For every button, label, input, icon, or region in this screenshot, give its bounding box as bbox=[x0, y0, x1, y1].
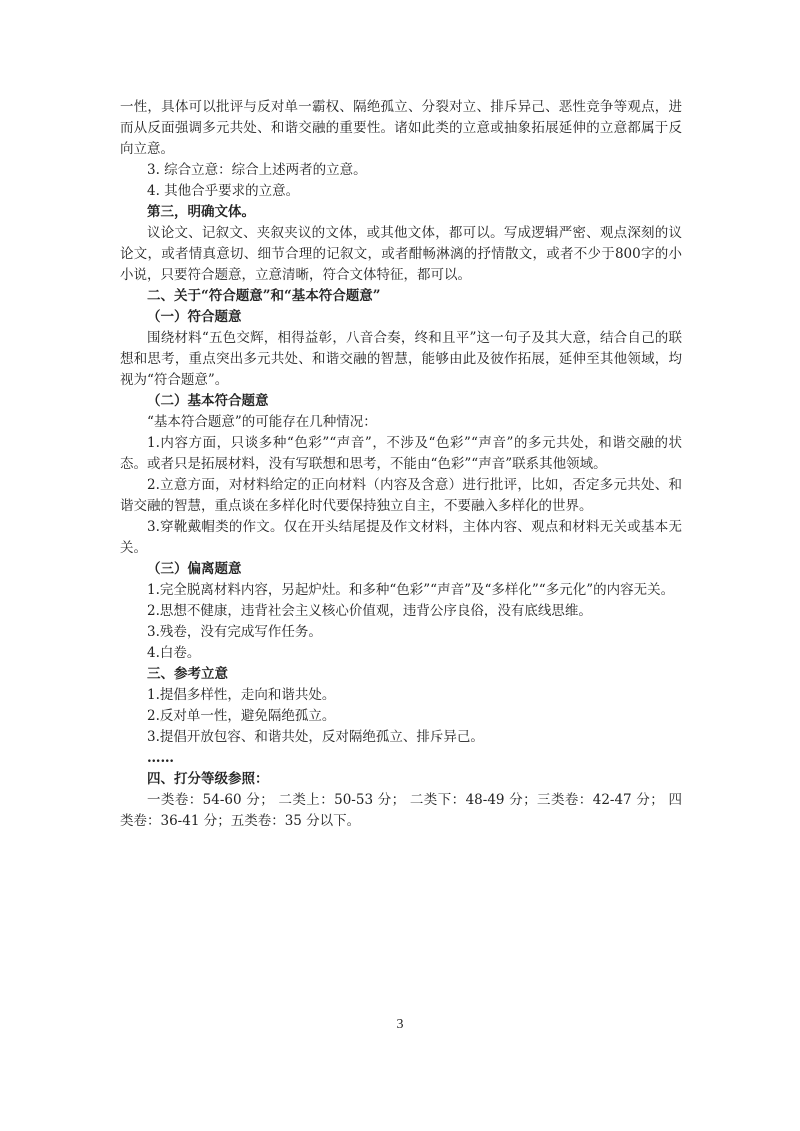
item-content-aspect: 1.内容方面，只谈多种“色彩”“声音”，不涉及“色彩”“声音”的多元共处，和谐交融的状态。或者只是拓展材料，没有写联想和思考，不能由“色彩”“声音”联系其他领域。 bbox=[120, 435, 682, 472]
subheading-off-topic: （三）偏离题意 bbox=[147, 561, 242, 577]
section-heading-3: 三、参考立意 bbox=[147, 666, 228, 682]
section-heading-4: 四、打分等级参照： bbox=[147, 771, 269, 787]
paragraph-reverse-intent: 一性，具体可以批评与反对单一霸权、隔绝孤立、分裂对立、排斥异己、恶性竞争等观点，进而从反面强调多元共处、和谐交融的重要性。诸如此类的立意或抽象拓展延伸的立意都属于反向立意。 bbox=[120, 99, 682, 157]
subheading-basically-fits: （二）基本符合题意 bbox=[147, 393, 269, 409]
item-blank: 4.白卷。 bbox=[147, 645, 201, 661]
section-heading-2: 二、关于“符合题意”和“基本符合题意” bbox=[147, 288, 381, 304]
item-intent-aspect: 2.立意方面，对材料给定的正向材料（内容及含意）进行批评，比如，否定多元共处、和谐交融的智慧，重点谈在多样化时代要保持独立自主，不要融入多样化的世界。 bbox=[120, 477, 682, 514]
paragraph-basically-fits-intro: “基本符合题意”的可能存在几种情况： bbox=[147, 414, 377, 430]
item-comprehensive-intent: 3. 综合立意：综合上述两者的立意。 bbox=[147, 162, 367, 178]
subheading-fits-topic: （一）符合题意 bbox=[147, 309, 242, 325]
item-reference-1: 1.提倡多样性，走向和谐共处。 bbox=[147, 687, 336, 703]
item-off-material: 1.完全脱离材料内容，另起炉灶。和多种“色彩”“声音”及“多样化”“多元化”的内容无关。 bbox=[147, 582, 675, 598]
paragraph-fits-topic: 围绕材料“五色交辉，相得益彰，八音合奏，终和且平”这一句子及其大意，结合自己的联想和思考，重点突出多元共处、和谐交融的智慧，能够由此及彼作拓展，延伸至其他领域，均视为“符合题意”。 bbox=[120, 330, 682, 388]
document-body bbox=[120, 97, 682, 832]
item-reference-2: 2.反对单一性，避免隔绝孤立。 bbox=[147, 708, 336, 724]
item-unhealthy-thought: 2.思想不健康，违背社会主义核心价值观，违背公序良俗，没有底线思维。 bbox=[147, 603, 592, 619]
heading-genre: 第三，明确文体。 bbox=[147, 204, 255, 220]
item-reference-3: 3.提倡开放包容、和谐共处，反对隔绝孤立、排斥异己。 bbox=[147, 729, 484, 745]
paragraph-genre: 议论文、记叙文、夹叙夹议的文体，或其他文体，都可以。写成逻辑严密、观点深刻的议论文，或者情真意切、细节合理的记叙文，或者酣畅淋漓的抒情散文，或者不少于800字的小小说，只要符合题意，立意清晰，符合文体特征，都可以。 bbox=[120, 225, 682, 283]
paragraph-grading: 一类卷：54-60 分； 二类上：50-53 分； 二类下：48-49 分；三类卷：42-47 分； 四类卷：36-41 分；五类卷：35 分以下。 bbox=[120, 792, 682, 829]
item-other-intent: 4. 其他合乎要求的立意。 bbox=[147, 183, 300, 199]
ellipsis: …… bbox=[147, 750, 174, 766]
page-number: 3 bbox=[396, 1017, 404, 1032]
item-incomplete: 3.残卷，没有完成写作任务。 bbox=[147, 624, 322, 640]
item-superficial-essay: 3.穿靴戴帽类的作文。仅在开头结尾提及作文材料，主体内容、观点和材料无关或基本无关。 bbox=[120, 519, 682, 556]
